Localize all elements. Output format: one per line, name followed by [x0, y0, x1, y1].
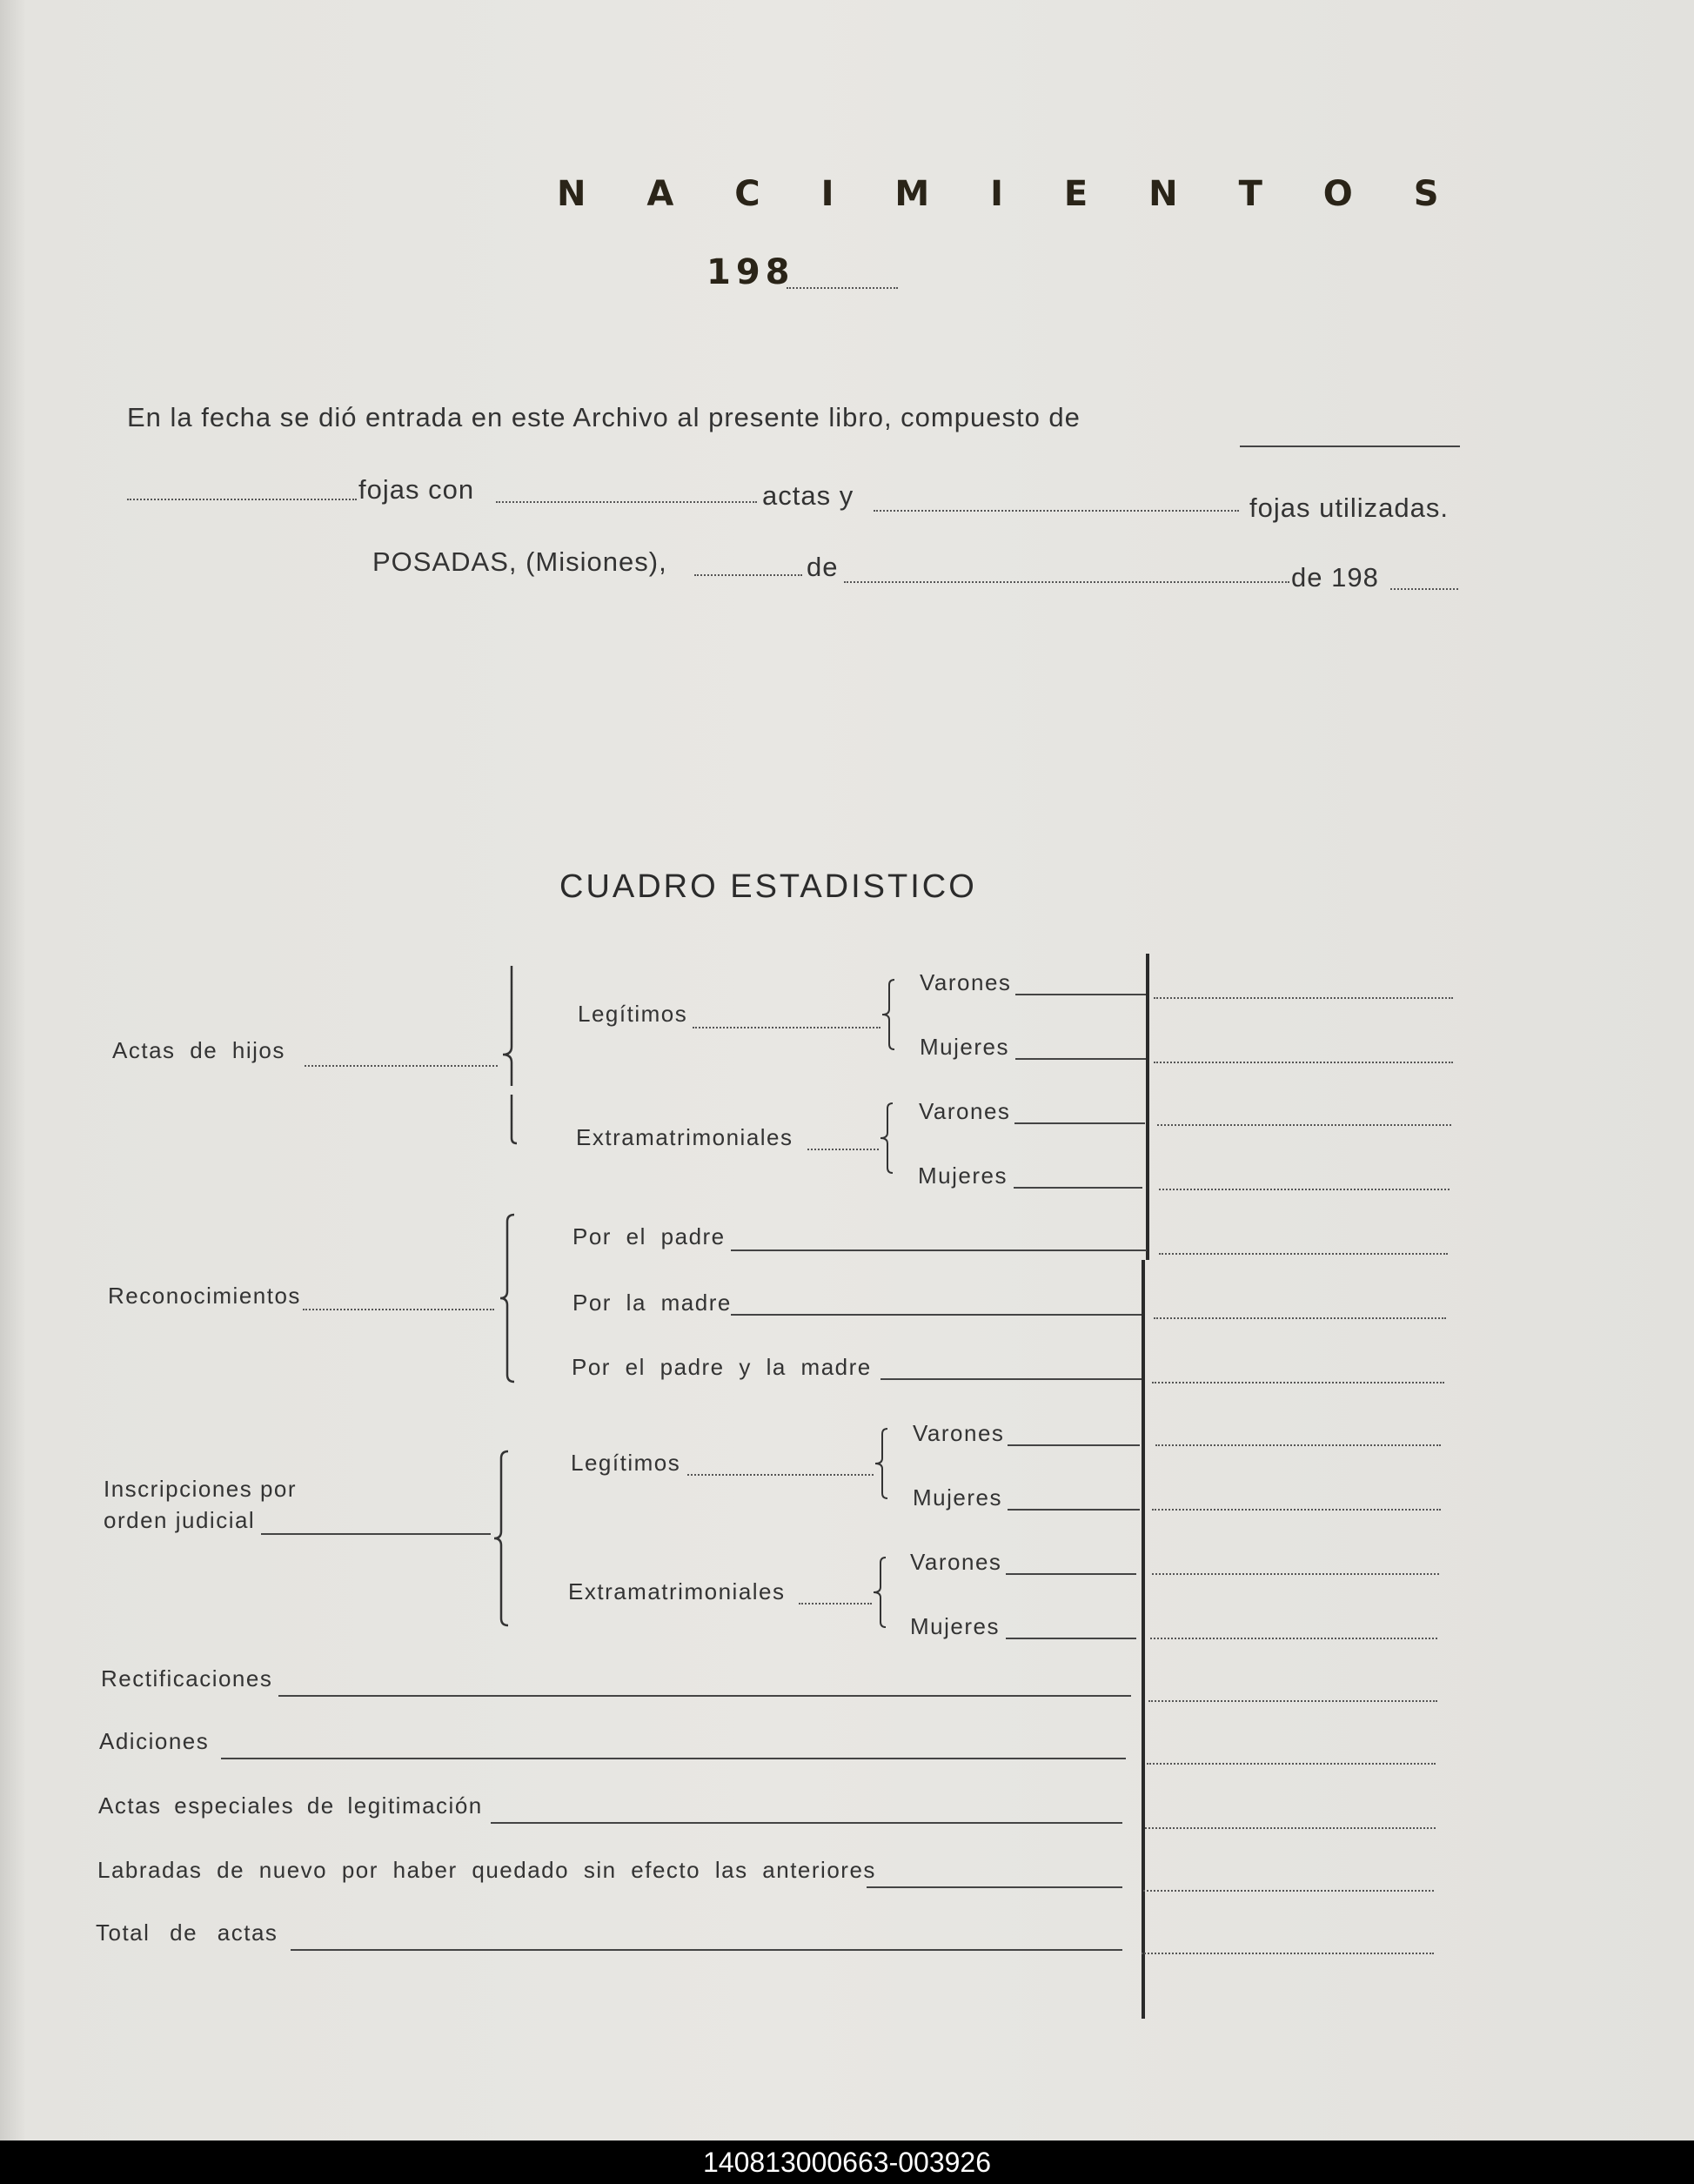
varones-label-3: Varones	[913, 1420, 1005, 1446]
extra-leader-1	[807, 1149, 879, 1150]
column-divider-bottom	[1142, 1260, 1145, 2019]
right-blank-15	[1143, 1890, 1434, 1892]
por-ambos-label: Por el padre y la madre	[572, 1354, 872, 1380]
mujeres-line-4	[1006, 1638, 1136, 1639]
right-blank-14	[1145, 1827, 1436, 1829]
total-label: Total de actas	[96, 1919, 278, 1946]
varones-line-2	[1014, 1122, 1145, 1124]
legitimos-leader-2	[687, 1474, 874, 1476]
year-blank	[787, 287, 898, 289]
fojas-con-label: fojas con	[358, 474, 475, 505]
mujeres-label-1: Mujeres	[920, 1034, 1009, 1060]
document-title: N A C I M I E N T O S	[557, 174, 1463, 214]
varones-label-4: Varones	[910, 1549, 1002, 1575]
labradas-label: Labradas de nuevo por haber quedado sin efecto las anteriores	[97, 1857, 876, 1883]
total-line	[291, 1949, 1122, 1951]
labradas-line	[867, 1886, 1122, 1888]
por-el-padre-label: Por el padre	[572, 1223, 726, 1249]
right-blank-16	[1142, 1953, 1434, 1954]
de-label: de	[807, 552, 839, 582]
right-blank-7	[1152, 1382, 1444, 1383]
right-blank-1	[1154, 997, 1453, 999]
cuadro-heading: CUADRO ESTADISTICO	[559, 868, 977, 905]
column-divider-top	[1146, 954, 1149, 1260]
year-end-blank	[1390, 588, 1458, 590]
brace-extra-1	[875, 1100, 896, 1178]
extramatrimoniales-label-1: Extramatrimoniales	[576, 1124, 793, 1150]
reconocimientos-leader	[303, 1309, 494, 1310]
actas-de-hijos-leader	[305, 1065, 498, 1067]
actas-especiales-line	[491, 1822, 1122, 1824]
actas-y-label: actas y	[762, 480, 854, 511]
de-198-label: de 198	[1291, 562, 1379, 593]
brace-inscripciones	[485, 1448, 512, 1629]
mujeres-line-3	[1008, 1509, 1140, 1511]
document-year: 198	[706, 252, 795, 292]
fojas-blank	[127, 499, 357, 500]
adiciones-label: Adiciones	[99, 1728, 210, 1754]
mujeres-line-2	[1014, 1187, 1142, 1189]
right-blank-2	[1154, 1062, 1453, 1063]
por-ambos-line	[880, 1378, 1142, 1380]
right-blank-3	[1157, 1124, 1451, 1126]
right-blank-11	[1150, 1638, 1437, 1639]
right-blank-9	[1152, 1509, 1441, 1511]
brace-legitimos-1	[877, 976, 898, 1055]
varones-line-1	[1015, 994, 1146, 995]
brace-reconocimientos	[492, 1211, 518, 1385]
extramatrimoniales-label-2: Extramatrimoniales	[568, 1578, 786, 1605]
varones-line-4	[1006, 1573, 1136, 1575]
right-blank-5	[1159, 1253, 1448, 1255]
inscripciones-leader	[261, 1533, 491, 1535]
mujeres-label-3: Mujeres	[913, 1484, 1002, 1511]
varones-line-3	[1008, 1444, 1140, 1446]
fojas-utilizadas-label: fojas utilizadas.	[1249, 492, 1449, 523]
legitimos-label-1: Legítimos	[578, 1001, 688, 1027]
mujeres-label-4: Mujeres	[910, 1613, 1000, 1639]
right-blank-10	[1152, 1573, 1439, 1575]
extra-leader-2	[799, 1603, 872, 1605]
brace-legitimos-2	[870, 1425, 891, 1504]
rectificaciones-label: Rectificaciones	[101, 1665, 273, 1692]
mujeres-line-1	[1015, 1058, 1146, 1060]
reconocimientos-label: Reconocimientos	[108, 1283, 301, 1309]
legitimos-label-2: Legítimos	[571, 1450, 681, 1476]
right-blank-12	[1148, 1700, 1437, 1702]
utilizadas-blank	[874, 510, 1239, 512]
varones-label-2: Varones	[919, 1098, 1011, 1124]
right-blank-13	[1147, 1763, 1436, 1765]
inscripciones-label-1: Inscripciones por	[104, 1476, 298, 1502]
inscripciones-label-2: orden judicial	[104, 1507, 256, 1533]
day-blank	[694, 574, 802, 576]
mujeres-label-2: Mujeres	[918, 1162, 1008, 1189]
compuesto-blank	[1240, 446, 1460, 447]
scan-id-footer: 140813000663-003926	[0, 2140, 1694, 2184]
posadas-label: POSADAS, (Misiones),	[372, 546, 667, 577]
intro-line-1: En la fecha se dió entrada en este Archivo al presente libro, compuesto de	[127, 402, 1081, 432]
actas-especiales-label: Actas especiales de legitimación	[98, 1792, 483, 1819]
por-la-madre-line	[731, 1314, 1142, 1316]
brace-actas-de-hijos	[496, 964, 522, 1147]
adiciones-line	[221, 1758, 1126, 1759]
brace-extra-2	[868, 1554, 889, 1632]
por-la-madre-label: Por la madre	[572, 1290, 732, 1316]
por-el-padre-line	[731, 1249, 1147, 1251]
month-blank	[844, 581, 1289, 583]
legitimos-leader-1	[693, 1027, 880, 1028]
rectificaciones-line	[278, 1695, 1131, 1697]
actas-de-hijos-label: Actas de hijos	[112, 1037, 285, 1063]
actas-blank	[496, 501, 757, 503]
right-blank-4	[1159, 1189, 1450, 1190]
right-blank-8	[1155, 1444, 1441, 1446]
varones-label-1: Varones	[920, 969, 1012, 995]
right-blank-6	[1154, 1317, 1446, 1319]
